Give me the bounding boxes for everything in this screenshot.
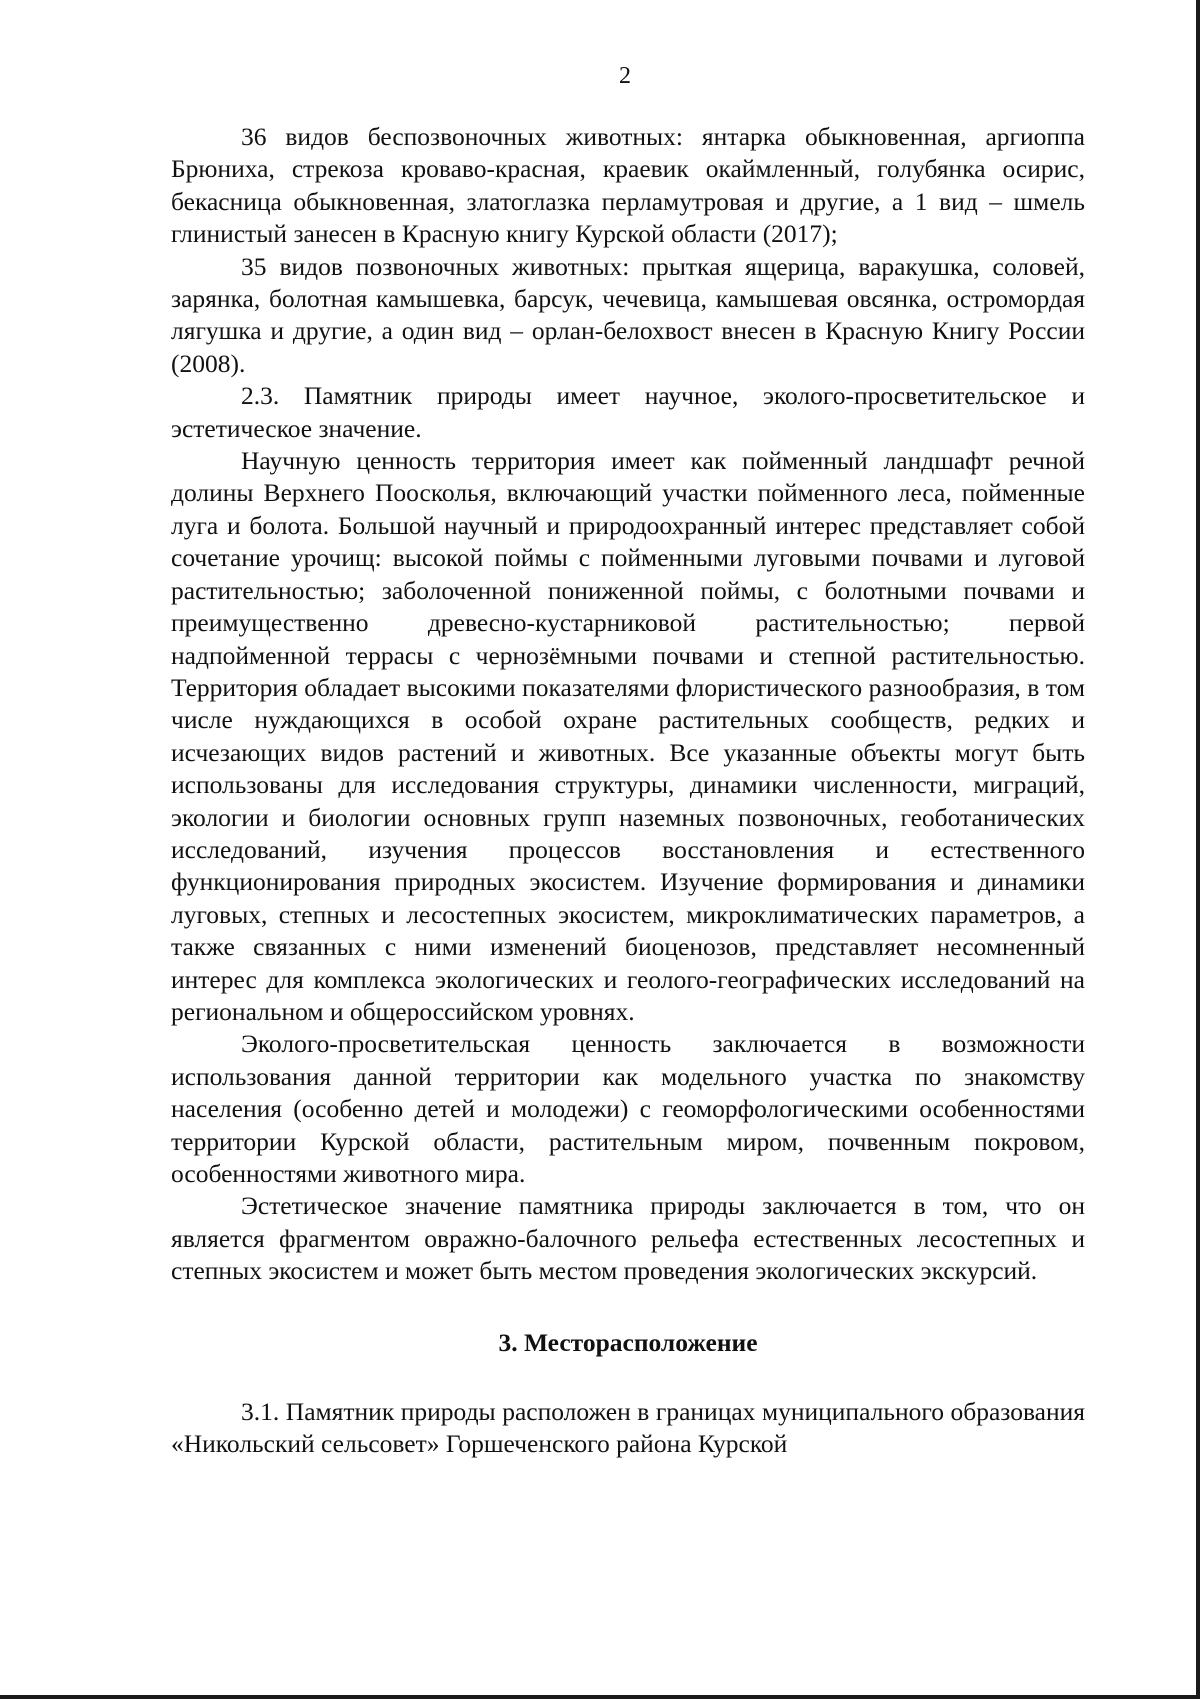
paragraph-location: 3.1. Памятник природы расположен в границах муниципального образования «Никольский сельсовет» Горшеченского района Курской [171,1397,1085,1459]
paragraph-educational-value: Эколого-просветительская ценность заключается в возможности использования данной территории как модельного участка по знакомству населения (особенно детей и молодежи) с геоморфологическими особенностями территории Курской области, растительным миром, почвенным покровом, особенностями животного мира. [171,1029,1085,1188]
paragraph-vertebrates: 35 видов позвоночных животных: прыткая ящерица, варакушка, соловей, зарянка, болотная камышевка, барсук, чечевица, камышевая овсянка, остромордая лягушка и другие, а один вид – орлан-белохвост внесен в Красную Книгу России (2008). [171,251,1085,378]
paragraph-invertebrates: 36 видов беспозвоночных животных: янтарка обыкновенная, аргиоппа Брюниха, стрекоза кроваво-красная, краевик окаймленный, голубянка осирис, бекасница обыкновенная, златоглазка перламутровая и другие, а 1 вид – шмель глинистый занесен в Красную книгу Курской области (2017); [171,122,1085,249]
scan-border-right [1196,0,1200,1699]
scan-border-bottom [0,1695,1200,1699]
paragraph-aesthetic-value: Эстетическое значение памятника природы заключается в том, что он является фрагментом овражно-балочного рельефа естественных лесостепных и степных экосистем и может быть местом проведения экологических экскурсий. [171,1191,1085,1286]
section-heading-location: 3. Месторасположение [498,1327,758,1357]
paragraph-scientific-value: Научную ценность территория имеет как пойменный ландшафт речной долины Верхнего Поосколья, включающий участки пойменного леса, пойменные луга и болота. Большой научный и природоохранный интерес представляет собой сочетание урочищ: высокой поймы с пойменными луговыми почвами и луговой растительностью; заболоченной пониженной поймы, с болотными почвами и преимущественно древесно-кустарниковой растительностью; первой надпойменной террасы с чернозёмными почвами и степной растительностью. Территория обладает высокими показателями флористического разнообразия, в том числе нуждающихся в особой охране растительных сообществ, редких и исчезающих видов растений и животных. Все указанные объекты могут быть использованы для исследования структуры, динамики численности, миграций, экологии и биологии основных групп наземных позвоночных, геоботанических исследований, изучения процессов восстановления и естественного функционирования природных экосистем. Изучение формирования и динамики луговых, степных и лесостепных экосистем, микроклиматических параметров, а также связанных с ними изменений биоценозов, представляет несомненный интерес для комплекса экологических и геолого-географических исследований на региональном и общероссийском уровнях. [171,446,1085,1026]
document-body [171,121,1085,1461]
page-number: 2 [619,63,631,89]
paragraph-significance: 2.3. Памятник природы имеет научное, эколого-просветительское и эстетическое значение. [171,381,1085,443]
